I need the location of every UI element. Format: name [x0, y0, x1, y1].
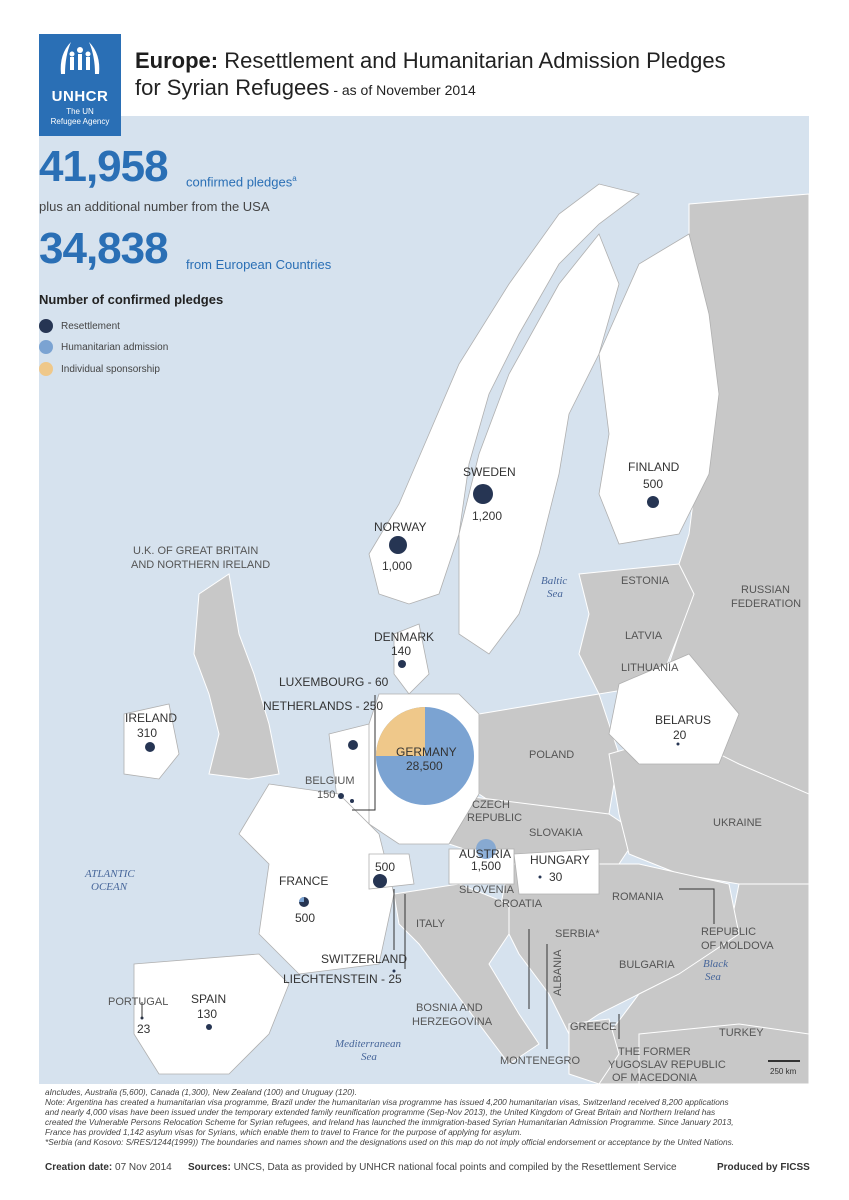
total-label-text: confirmed pledges — [186, 174, 293, 190]
label-russia-line2: FEDERATION — [731, 598, 802, 610]
label-belarus: BELARUS — [655, 713, 712, 727]
title-asof: - as of November 2014 — [329, 82, 476, 98]
label-estonia: ESTONIA — [621, 575, 670, 587]
europe-pledges: 34,838 — [39, 224, 168, 273]
creation-date — [45, 1162, 172, 1173]
label-montenegro: MONTENEGRO — [500, 1055, 581, 1067]
legend-humanitarian-swatch — [39, 340, 53, 354]
label-luxembourg: LUXEMBOURG - 60 — [279, 675, 389, 689]
sea-med-line2: Sea — [361, 1051, 377, 1063]
label-turkey: TURKEY — [719, 1027, 764, 1039]
label-norway: NORWAY — [374, 520, 427, 534]
produced-by: Produced by FICSS — [717, 1162, 810, 1173]
note-line: aIncludes, Australia (5,600), Canada (1,300), New Zealand (100) and Uruguay (120). — [45, 1087, 357, 1097]
label-slovakia: SLOVAKIA — [529, 827, 583, 839]
logo-brand: UNHCR — [51, 88, 109, 105]
label-poland: POLAND — [529, 749, 575, 761]
total-pledges-label — [186, 174, 297, 189]
legend-title: Number of confirmed pledges — [39, 292, 224, 307]
label-croatia: CROATIA — [494, 898, 543, 910]
sea-med-line1: Mediterranean — [335, 1038, 401, 1050]
label-netherlands: NETHERLANDS - 250 — [263, 699, 384, 713]
label-bulgaria: BULGARIA — [619, 959, 675, 971]
creation-label: Creation date: — [45, 1162, 113, 1173]
label-hungary: HUNGARY — [530, 853, 590, 867]
value-france: 500 — [295, 911, 316, 925]
scale-label: 250 km — [770, 1067, 797, 1076]
value-belgium: 150 — [317, 789, 336, 801]
note-line: France has provided 1,142 asylum visas for Syrians, which enable them to travel to France for the purpose of applying for asylum. — [45, 1127, 522, 1137]
sea-baltic-line2: Sea — [547, 588, 563, 600]
value-denmark: 140 — [391, 644, 412, 658]
additional-usa: plus an additional number from the USA — [39, 199, 270, 214]
label-uk-line2: AND NORTHERN IRELAND — [131, 559, 271, 571]
value-sweden: 1,200 — [472, 509, 503, 523]
label-lithuania: LITHUANIA — [621, 662, 679, 674]
label-macedonia-line3: OF MACEDONIA — [612, 1072, 697, 1084]
page-title — [135, 47, 726, 104]
sweden-bubble — [473, 484, 493, 504]
label-france: FRANCE — [279, 874, 329, 888]
label-greece: GREECE — [570, 1021, 617, 1033]
sea-atlantic-line2: OCEAN — [91, 881, 128, 893]
label-bosnia-line1: BOSNIA AND — [416, 1002, 483, 1014]
belarus-bubble — [677, 743, 680, 746]
value-spain: 130 — [197, 1007, 218, 1021]
label-macedonia-line1: THE FORMER — [618, 1046, 691, 1058]
legend-resettlement-swatch — [39, 319, 53, 333]
value-switzerland: 500 — [375, 860, 396, 874]
label-moldova-line2: OF MOLDOVA — [701, 940, 774, 952]
sea-black-line1: Black — [703, 958, 729, 970]
land-uk — [194, 574, 279, 779]
value-austria: 1,500 — [471, 859, 502, 873]
title-line2: for Syrian Refugees — [135, 75, 330, 100]
label-albania: ALBANIA — [552, 949, 564, 996]
denmark-bubble — [398, 660, 406, 668]
label-russia-line1: RUSSIAN — [741, 584, 790, 596]
refugee-family-icon — [39, 34, 121, 86]
label-slovenia: SLOVENIA — [459, 884, 515, 896]
netherlands-bubble — [348, 740, 358, 750]
sea-baltic-line1: Baltic — [541, 575, 568, 587]
label-serbia: SERBIA* — [555, 928, 600, 940]
title-rest: Resettlement and Humanitarian Admission Pledges — [218, 48, 726, 73]
sources-label: Sources: — [188, 1162, 231, 1173]
note-line: and nearly 4,000 visas have been issued under the temporary extended family reunification programme (Sep-Nov 2013), the United Kingdom of Great Britain and Northern Ireland has — [45, 1107, 716, 1117]
label-belgium: BELGIUM — [305, 775, 355, 787]
label-moldova-line1: REPUBLIC — [701, 926, 757, 938]
sources-value: UNCS, Data as provided by UNHCR national focal points and compiled by the Resettlement Service — [230, 1162, 677, 1173]
legend-humanitarian-label: Humanitarian admission — [61, 342, 169, 353]
ireland-bubble — [145, 742, 155, 752]
label-czech-line1: CZECH — [472, 799, 510, 811]
total-pledges: 41,958 — [39, 142, 168, 191]
label-sweden: SWEDEN — [463, 465, 516, 479]
label-macedonia-line2: YUGOSLAV REPUBLIC — [608, 1059, 726, 1071]
label-latvia: LATVIA — [625, 630, 663, 642]
luxembourg-bubble — [350, 799, 354, 803]
note-line: *Serbia (and Kosovo: S/RES/1244(1999)) The boundaries and names shown and the designations used on this map do not imply official endorsement or acceptance by the United Nations. — [45, 1137, 735, 1147]
switzerland-bubble — [373, 874, 387, 888]
value-belarus: 20 — [673, 728, 687, 742]
belgium-bubble — [338, 793, 344, 799]
sea-black-line2: Sea — [705, 971, 721, 983]
value-ireland: 310 — [137, 726, 158, 740]
hungary-bubble — [539, 876, 542, 879]
note-line: Note: Argentina has created a humanitarian visa programme, Brazil under the humanitarian visa programme has issued 4,200 humanitarian visas, Switzerland received 8,200 applications — [45, 1097, 729, 1107]
creation-value: 07 Nov 2014 — [112, 1162, 172, 1173]
value-portugal: 23 — [137, 1022, 151, 1036]
label-denmark: DENMARK — [374, 630, 435, 644]
legend-sponsorship-label: Individual sponsorship — [61, 364, 160, 375]
value-germany: 28,500 — [406, 759, 443, 773]
legend-resettlement-label: Resettlement — [61, 321, 120, 332]
logo-line2: Refugee Agency — [50, 117, 110, 126]
label-czech-line2: REPUBLIC — [467, 812, 523, 824]
legend-sponsorship-swatch — [39, 362, 53, 376]
norway-bubble — [389, 536, 407, 554]
unhcr-logo — [39, 34, 121, 136]
label-switzerland: SWITZERLAND — [321, 952, 408, 966]
total-label-sup: a — [292, 174, 297, 183]
label-germany: GERMANY — [396, 745, 457, 759]
sea-atlantic-line1: ATLANTIC — [85, 868, 135, 880]
sources — [188, 1162, 677, 1173]
label-austria: AUSTRIA — [459, 847, 512, 861]
value-norway: 1,000 — [382, 559, 413, 573]
label-uk-line1: U.K. OF GREAT BRITAIN — [133, 545, 259, 557]
label-portugal: PORTUGAL — [108, 996, 169, 1008]
value-hungary: 30 — [549, 870, 563, 884]
map-frame — [39, 34, 809, 1084]
label-italy: ITALY — [416, 918, 445, 930]
europe-pledges-label: from European Countries — [186, 257, 332, 272]
label-liechtenstein: LIECHTENSTEIN - 25 — [283, 972, 402, 986]
value-finland: 500 — [643, 477, 664, 491]
label-finland: FINLAND — [628, 460, 680, 474]
label-bosnia-line2: HERZEGOVINA — [412, 1016, 493, 1028]
label-ukraine: UKRAINE — [713, 817, 762, 829]
logo-line1: The UN — [66, 107, 94, 116]
label-spain: SPAIN — [191, 992, 227, 1006]
finland-bubble — [647, 496, 659, 508]
note-line: created the Vulnerable Persons Relocation Scheme for Syrian refugees, and Ireland has launched the immigration-based Syrian Humanitarian Admission Programme. Since January 2013, — [45, 1117, 734, 1127]
spain-bubble — [206, 1024, 212, 1030]
label-ireland: IRELAND — [125, 711, 178, 725]
title-bold: Europe: — [135, 48, 219, 73]
footnotes — [45, 1087, 805, 1147]
label-romania: ROMANIA — [612, 891, 664, 903]
